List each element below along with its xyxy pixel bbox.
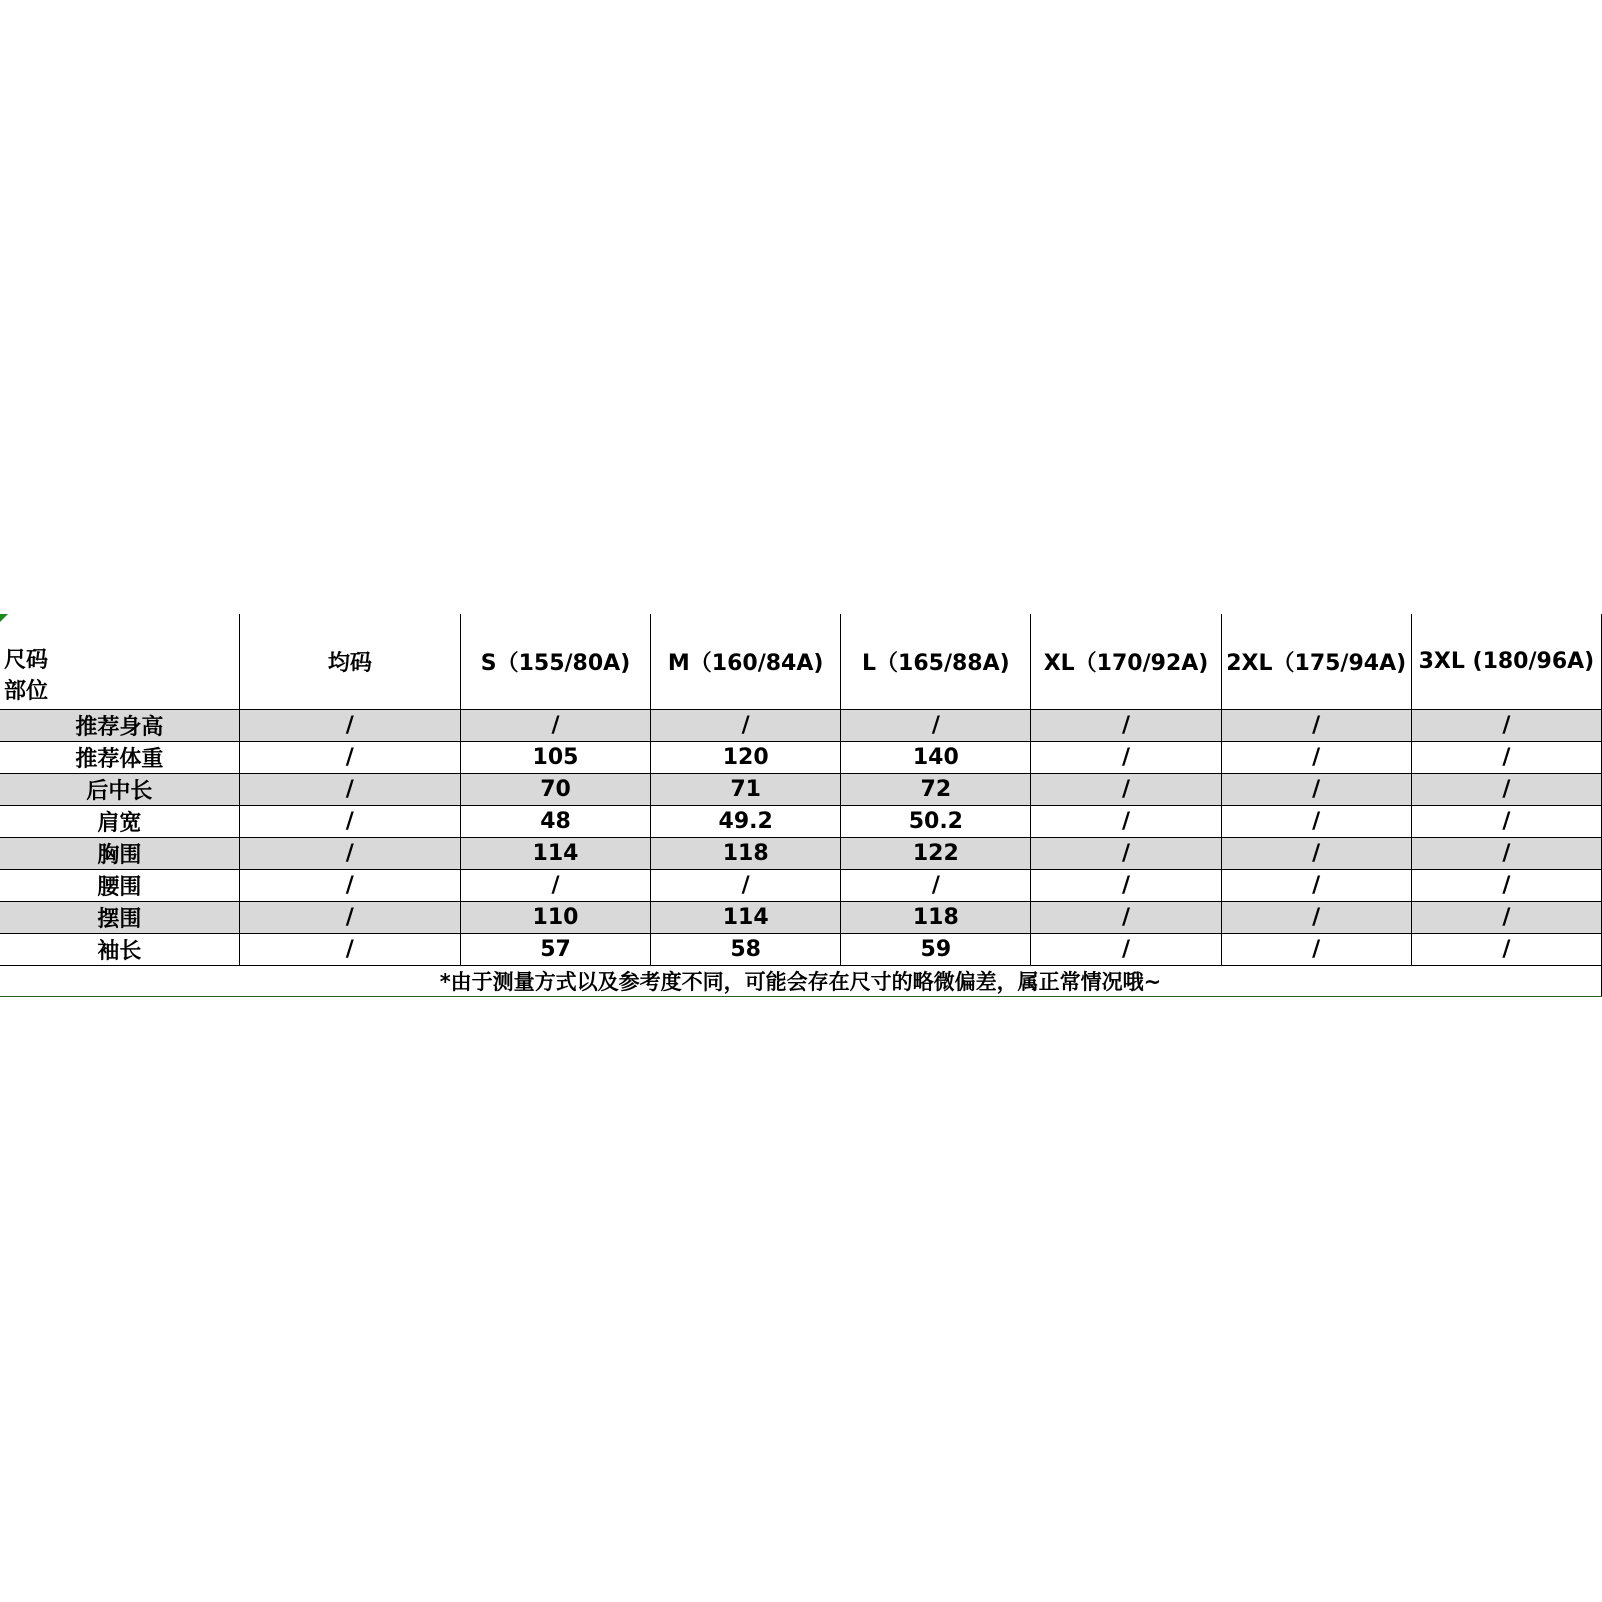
row-label: 胸围	[0, 838, 239, 870]
table-cell: /	[1221, 934, 1411, 966]
table-cell: /	[1031, 742, 1221, 774]
header-size-3xl: 3XL (180/96A)	[1411, 614, 1601, 710]
table-row	[0, 870, 1602, 902]
table-cell: /	[1031, 838, 1221, 870]
table-cell: 110	[460, 902, 650, 934]
table-cell: /	[1411, 902, 1601, 934]
table-cell: 72	[841, 774, 1031, 806]
table-cell: 122	[841, 838, 1031, 870]
table-row	[0, 902, 1602, 934]
table-cell: 118	[841, 902, 1031, 934]
table-cell: /	[239, 710, 460, 742]
table-cell: 140	[841, 742, 1031, 774]
table-cell: /	[841, 710, 1031, 742]
table-cell: 70	[460, 774, 650, 806]
table-cell: 59	[841, 934, 1031, 966]
row-label: 摆围	[0, 902, 239, 934]
table-cell: /	[1411, 806, 1601, 838]
row-label: 推荐体重	[0, 742, 239, 774]
table-cell: /	[841, 870, 1031, 902]
header-size-label: 尺码	[4, 648, 49, 673]
table-cell: /	[460, 870, 650, 902]
table-cell: /	[239, 838, 460, 870]
table-cell: /	[1031, 806, 1221, 838]
table-cell: /	[239, 902, 460, 934]
table-cell: /	[239, 934, 460, 966]
table-row	[0, 774, 1602, 806]
header-size-l: L（165/88A)	[841, 614, 1031, 710]
table-cell: /	[651, 870, 841, 902]
table-cell: /	[1221, 870, 1411, 902]
row-label: 后中长	[0, 774, 239, 806]
header-size-s: S（155/80A)	[460, 614, 650, 710]
table-cell: 120	[651, 742, 841, 774]
table-cell: 48	[460, 806, 650, 838]
header-free-size: 均码	[239, 614, 460, 710]
header-corner-cell	[0, 614, 239, 710]
table-cell: /	[1031, 934, 1221, 966]
table-row	[0, 710, 1602, 742]
table-cell: /	[651, 710, 841, 742]
row-label: 肩宽	[0, 806, 239, 838]
table-cell: 49.2	[651, 806, 841, 838]
measurement-note: *由于测量方式以及参考度不同，可能会存在尺寸的略微偏差，属正常情况哦~	[0, 966, 1602, 997]
header-row	[0, 614, 1602, 710]
header-size-2xl: 2XL（175/94A)	[1221, 614, 1411, 710]
row-label: 推荐身高	[0, 710, 239, 742]
table-cell: 114	[651, 902, 841, 934]
table-cell: /	[1221, 838, 1411, 870]
row-label: 袖长	[0, 934, 239, 966]
table-cell: /	[1411, 742, 1601, 774]
table-cell: /	[1221, 902, 1411, 934]
table-cell: 58	[651, 934, 841, 966]
table-cell: 50.2	[841, 806, 1031, 838]
table-cell: /	[1221, 710, 1411, 742]
table-cell: /	[1411, 710, 1601, 742]
table-row	[0, 742, 1602, 774]
table-cell: /	[1411, 774, 1601, 806]
table-body	[0, 710, 1602, 966]
note-row	[0, 966, 1602, 997]
table-cell: /	[239, 774, 460, 806]
table-cell: /	[1031, 902, 1221, 934]
table-cell: 71	[651, 774, 841, 806]
table-cell: /	[1221, 774, 1411, 806]
table-cell: 118	[651, 838, 841, 870]
table-cell: /	[1031, 774, 1221, 806]
size-chart-table	[0, 614, 1602, 997]
table-row	[0, 838, 1602, 870]
table-cell: /	[1031, 870, 1221, 902]
table-cell: 114	[460, 838, 650, 870]
table-cell: /	[1221, 806, 1411, 838]
header-size-xl: XL（170/92A)	[1031, 614, 1221, 710]
table-cell: /	[239, 870, 460, 902]
table-cell: 57	[460, 934, 650, 966]
table-cell: /	[1221, 742, 1411, 774]
table-cell: /	[1411, 870, 1601, 902]
row-label: 腰围	[0, 870, 239, 902]
table-cell: 105	[460, 742, 650, 774]
table-cell: /	[460, 710, 650, 742]
header-part-label: 部位	[4, 679, 49, 704]
header-size-m: M（160/84A)	[651, 614, 841, 710]
table-cell: /	[1031, 710, 1221, 742]
table-cell: /	[1411, 934, 1601, 966]
table-cell: /	[1411, 838, 1601, 870]
table-cell: /	[239, 806, 460, 838]
table-row	[0, 934, 1602, 966]
table-row	[0, 806, 1602, 838]
table-cell: /	[239, 742, 460, 774]
